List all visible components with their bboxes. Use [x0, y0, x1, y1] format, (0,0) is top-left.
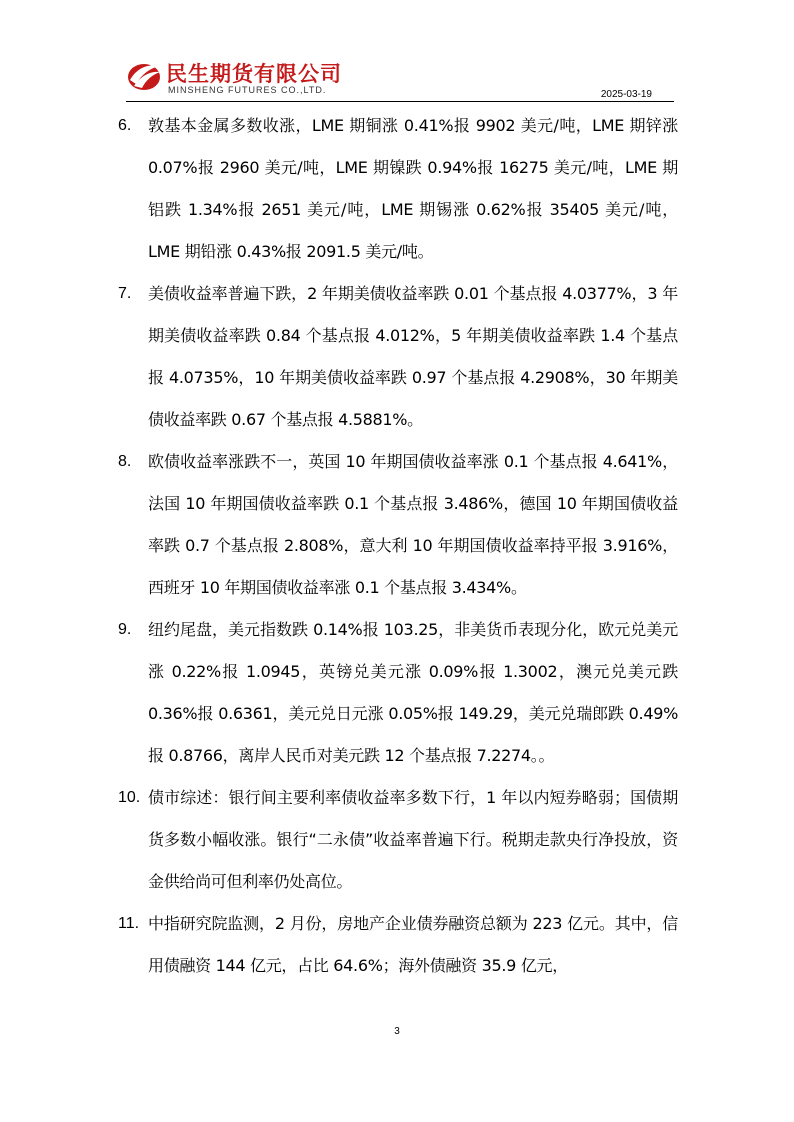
item-number: 8. [118, 453, 132, 470]
list-item [118, 105, 678, 273]
page-number: 3 [394, 1026, 400, 1037]
item-text: 纽约尾盘，美元指数跌 0.14%报 103.25，非美货币表现分化，欧元兑美元涨 0.22%报 1.0945，英镑兑美元涨 0.09%报 1.3002，澳元兑美元跌 0.36%报 0.6361，美元兑日元涨 0.05%报 149.29，美元兑瑞郎跌 0.49%报 0.8766，离岸人民币对美元跌 12 个基点报 7.2274。。 [148, 620, 678, 765]
list-item [118, 273, 678, 441]
item-number: 9. [118, 621, 132, 638]
item-number: 6. [118, 117, 132, 134]
page-header [126, 54, 674, 102]
item-text: 敦基本金属多数收涨，LME 期铜涨 0.41%报 9902 美元/吨，LME 期锌涨 0.07%报 2960 美元/吨，LME 期镍跌 0.94%报 16275 美元/吨，LME 期铝跌 1.34%报 2651 美元/吨，LME 期锡涨 0.62%报 35405 美元/吨，LME 期铅涨 0.43%报 2091.5 美元/吨。 [148, 116, 678, 261]
news-list [118, 105, 678, 987]
header-divider [126, 101, 674, 102]
item-number: 7. [118, 285, 132, 302]
list-item [118, 903, 678, 987]
item-number: 11. [118, 915, 140, 932]
item-number: 10. [118, 789, 141, 806]
item-text: 美债收益率普遍下跌，2 年期美债收益率跌 0.01 个基点报 4.0377%，3 年期美债收益率跌 0.84 个基点报 4.012%，5 年期美债收益率跌 1.4 个基点报 4.0735%，10 年期美债收益率跌 0.97 个基点报 4.2908%，30 年期美债收益率跌 0.67 个基点报 4.5881%。 [148, 284, 678, 429]
report-date: 2025-03-19 [600, 89, 652, 100]
list-item [118, 441, 678, 609]
company-name-cn: 民生期货有限公司 [166, 62, 342, 86]
company-name-en: MINSHENG FUTURES CO.,LTD. [168, 85, 327, 95]
item-text: 中指研究院监测，2 月份，房地产企业债券融资总额为 223 亿元。其中，信用债融资 144 亿元，占比 64.6%；海外债融资 35.9 亿元， [148, 914, 678, 975]
list-item [118, 777, 678, 903]
list-item [118, 609, 678, 777]
item-text: 债市综述：银行间主要利率债收益率多数下行，1 年以内短券略弱；国债期货多数小幅收涨。银行“二永债”收益率普遍下行。税期走款央行净投放，资金供给尚可但利率仍处高位。 [148, 788, 678, 891]
item-text: 欧债收益率涨跌不一，英国 10 年期国债收益率涨 0.1 个基点报 4.641%，法国 10 年期国债收益率跌 0.1 个基点报 3.486%，德国 10 年期国债收益率跌 0.7 个基点报 2.808%，意大利 10 年期国债收益率持平报 3.916%，西班牙 10 年期国债收益率涨 0.1 个基点报 3.434%。 [148, 452, 678, 597]
minsheng-logo-icon [126, 58, 162, 92]
